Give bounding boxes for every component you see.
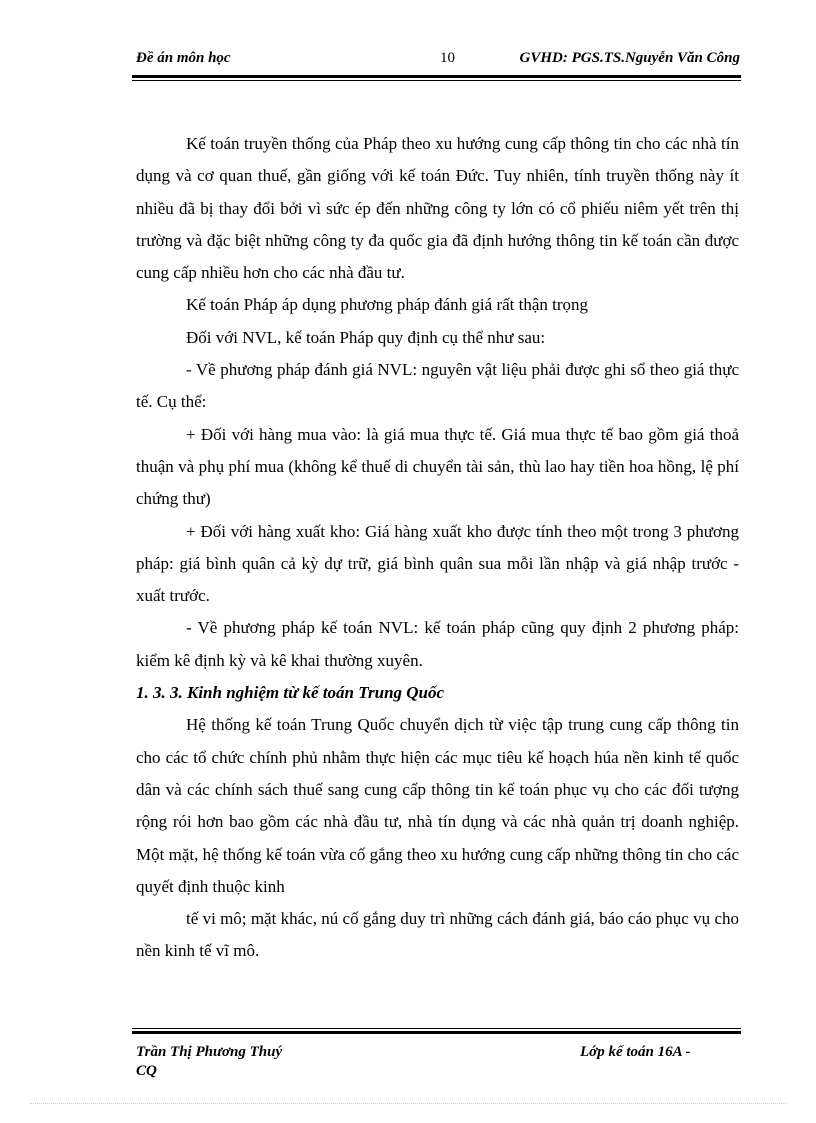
footer-rule-thin [132, 1028, 741, 1029]
paragraph-purchased-goods: + Đối với hàng mua vào: là giá mua thực tế. Giá mua thực tế bao gồm giá thoả thuận và phụ phí mua (không kể thuế di chuyển tài sản, thù lao hay tiền hoa hồng, lệ phí chứng thư) [136, 424, 739, 509]
footer-class: Lớp kế toán 16A - [580, 1044, 691, 1060]
header-course-title: Đề án môn học [136, 50, 231, 66]
document-body [136, 128, 739, 968]
header-rule-thick [132, 75, 741, 78]
footer-class-suffix: CQ [136, 1063, 157, 1079]
header-supervisor: GVHD: PGS.TS.Nguyễn Văn Công [519, 50, 740, 66]
paragraph-china-system: Hệ thống kế toán Trung Quốc chuyển dịch từ việc tập trung cung cấp thông tin cho các tổ chức chính phủ nhằm thực hiện các mục tiêu kế hoạch húa nền kinh tế quốc dân và các chính sách thuế sang cung cấp thông tin kế toán phục vụ cho các đối tượng rộng rói hơn bao gồm các nhà đầu tư, nhà tín dụng và các nhà quản trị doanh nghiệp. Một mặt, hệ thống kế toán vừa cố gắng theo xu hướng cung cấp những thông tin cho các quyết định thuộc kinh [136, 715, 739, 896]
paragraph-accounting-method: - Về phương pháp kế toán NVL: kế toán pháp cũng quy định 2 phương pháp: kiểm kê định kỳ và kê khai thường xuyên. [136, 618, 739, 670]
paragraph-french-traditional: Kế toán truyền thống của Pháp theo xu hướng cung cấp thông tin cho các nhà tín dụng và cơ quan thuế, gần giống với kế toán Đức. Tuy nhiên, tính truyền thống này ít nhiều đã bị thay đổi bởi vì sức ép đến những công ty lớn có cổ phiếu niêm yết trên thị trường và đặc biệt những công ty đa quốc gia đã định hướng thông tin kế toán cần được cung cấp nhiều hơn cho các nhà đầu tư. [136, 134, 739, 283]
section-heading-china: 1. 3. 3. Kinh nghiệm từ kế toán Trung Quốc [136, 683, 445, 703]
paragraph-french-nvl-intro: Đối với NVL, kế toán Pháp quy định cụ thể như sau: [186, 327, 546, 347]
paragraph-french-prudence: Kế toán Pháp áp dụng phương pháp đánh giá rất thận trọng [186, 295, 589, 315]
header-page-number: 10 [440, 50, 455, 66]
page-header [136, 50, 740, 70]
paragraph-valuation-method: - Về phương pháp đánh giá NVL: nguyên vật liệu phải được ghi sổ theo giá thực tế. Cụ thể: [136, 360, 739, 412]
footer-rule-thick [132, 1031, 741, 1034]
paragraph-china-macro: tế vi mô; mặt khác, nú cố gắng duy trì những cách đánh giá, báo cáo phục vụ cho nền kinh tế vĩ mô. [136, 909, 739, 961]
footer-author: Trần Thị Phương Thuý [136, 1044, 283, 1060]
paragraph-issued-goods: + Đối với hàng xuất kho: Giá hàng xuất kho được tính theo một trong 3 phương pháp: giá bình quân cả kỳ dự trữ, giá bình quân sua mỗi lần nhập và giá nhập trước - xuất trước. [136, 521, 739, 606]
page-edge-dotted-line [30, 1103, 786, 1104]
header-rule-thin [132, 80, 741, 81]
